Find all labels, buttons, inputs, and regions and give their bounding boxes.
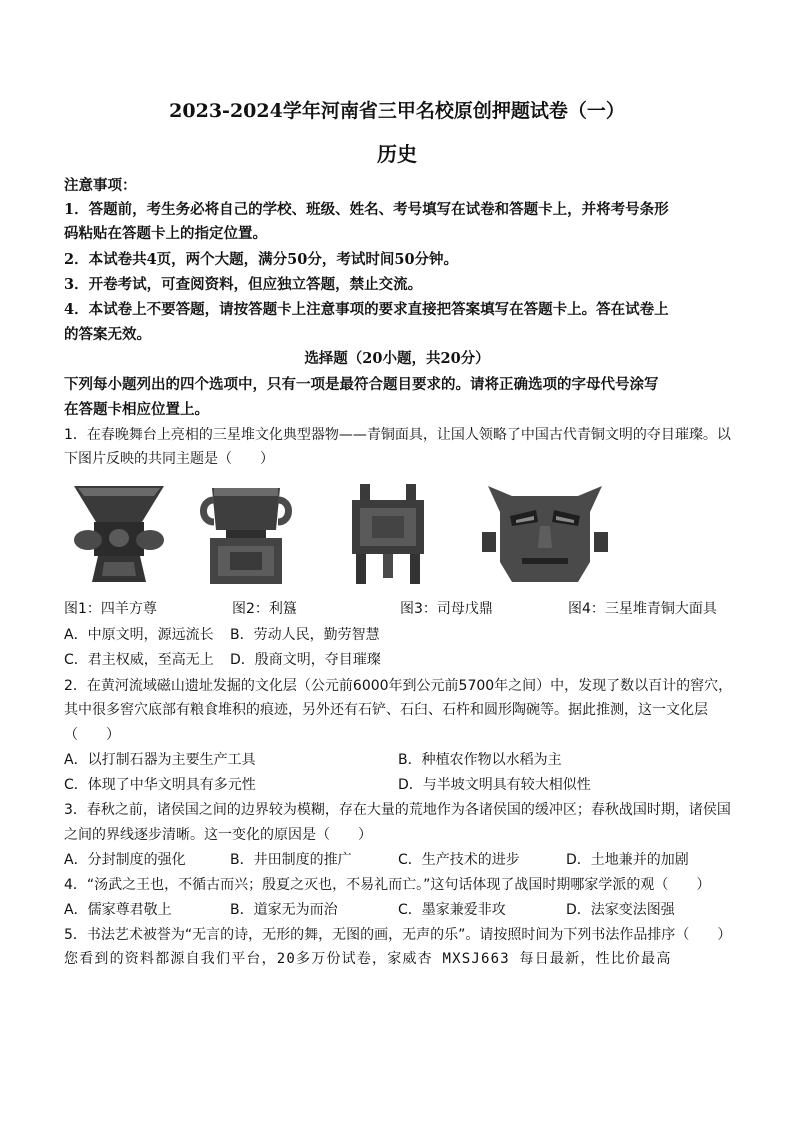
q1-option-a: A．中原文明，源远流长 bbox=[64, 627, 214, 643]
figure-four-goat-zun bbox=[64, 482, 174, 586]
figure-caption: 图3：司母戊鼎 bbox=[400, 601, 493, 617]
q1-option-d: D．殷商文明，夺目璀璨 bbox=[230, 652, 381, 668]
section-instruction: 下列每小题列出的四个选项中，只有一项是最符合题目要求的。请将正确选项的字母代号涂写 bbox=[64, 376, 659, 393]
q4-option-d: D．法家变法图强 bbox=[566, 902, 675, 918]
q1-option-c: C．君主权威，至高无上 bbox=[64, 652, 214, 668]
q3-stem: 3．春秋之前，诸侯国之间的边界较为模糊，存在大量的荒地作为各诸侯国的缓冲区；春秋战国时期，诸侯国 bbox=[64, 802, 731, 818]
q2-option-d: D．与半坡文明具有较大相似性 bbox=[398, 777, 591, 793]
q2-option-b: B．种植农作物以水稻为主 bbox=[398, 752, 562, 768]
figure-caption: 图4：三星堆青铜大面具 bbox=[568, 601, 717, 617]
q2-option-c: C．体现了中华文明具有多元性 bbox=[64, 777, 256, 793]
q2-stem: 2．在黄河流域磁山遗址发掘的文化层（公元前6000年到公元前5700年之间）中，发现了数以百计的窖穴， bbox=[64, 678, 733, 694]
notice-heading: 注意事项： bbox=[64, 177, 137, 194]
exam-title: 2023-2024学年河南省三甲名校原创押题试卷（一） bbox=[169, 100, 625, 122]
q3-option-a: A．分封制度的强化 bbox=[64, 852, 186, 868]
q1-option-b: B．劳动人民，勤劳智慧 bbox=[230, 627, 380, 643]
notice-item: 2．本试卷共4页，两个大题，满分50分，考试时间50分钟。 bbox=[64, 251, 459, 268]
q3-option-b: B．井田制度的推广 bbox=[230, 852, 352, 868]
figure-li-gui bbox=[196, 482, 296, 586]
q2-stem: 其中很多窖穴底部有粮食堆积的痕迹，另外还有石铲、石臼、石杵和圆形陶碗等。据此推测，这一文化层 bbox=[64, 702, 708, 718]
q2-stem: （ ） bbox=[64, 727, 120, 743]
notice-item: 4．本试卷上不要答题，请按答题卡上注意事项的要求直接把答案填写在答题卡上。答在试卷上 bbox=[64, 301, 669, 318]
q1-stem: 1．在春晚舞台上亮相的三星堆文化典型器物——青铜面具，让国人领略了中国古代青铜文明的夺目璀璨。以 bbox=[64, 427, 731, 443]
q4-stem: 4．“汤武之王也，不循古而兴；殷夏之灭也，不易礼而亡。”这句话体现了战国时期哪家学派的观（ ） bbox=[64, 877, 711, 893]
figure-simuwu-ding bbox=[346, 482, 430, 586]
q3-stem: 之间的界线逐步清晰。这一变化的原因是（ ） bbox=[64, 827, 372, 843]
figure-caption: 图2：利簋 bbox=[232, 601, 297, 617]
footer-notice: 您看到的资料都源自我们平台，20多万份试卷，家威杏 MXSJ663 每日最新，性比价最高 bbox=[64, 951, 672, 967]
section-instruction: 在答题卡相应位置上。 bbox=[64, 401, 209, 418]
q4-option-c: C．墨家兼爱非攻 bbox=[398, 902, 506, 918]
section-title: 选择题（20小题，共20分） bbox=[304, 350, 490, 367]
q4-option-b: B．道家无为而治 bbox=[230, 902, 338, 918]
q4-option-a: A．儒家尊君敬上 bbox=[64, 902, 172, 918]
figure-sanxingdui-mask bbox=[482, 482, 608, 586]
q5-stem: 5．书法艺术被誉为“无言的诗，无形的舞，无图的画，无声的乐”。请按照时间为下列书法作品排序（ ） bbox=[64, 927, 732, 943]
notice-item: 码粘贴在答题卡上的指定位置。 bbox=[64, 225, 267, 242]
notice-item: 的答案无效。 bbox=[64, 326, 151, 343]
q1-stem: 下图片反映的共同主题是（ ） bbox=[64, 451, 274, 467]
notice-item: 3．开卷考试，可查阅资料，但应独立答题，禁止交流。 bbox=[64, 276, 423, 293]
q3-option-c: C．生产技术的进步 bbox=[398, 852, 520, 868]
q2-option-a: A．以打制石器为主要生产工具 bbox=[64, 752, 256, 768]
figure-caption: 图1：四羊方尊 bbox=[64, 601, 157, 617]
subject-title: 历史 bbox=[377, 142, 417, 166]
q3-option-d: D．土地兼并的加剧 bbox=[566, 852, 689, 868]
notice-item: 1．答题前，考生务必将自己的学校、班级、姓名、考号填写在试卷和答题卡上，并将考号条形 bbox=[64, 201, 669, 218]
